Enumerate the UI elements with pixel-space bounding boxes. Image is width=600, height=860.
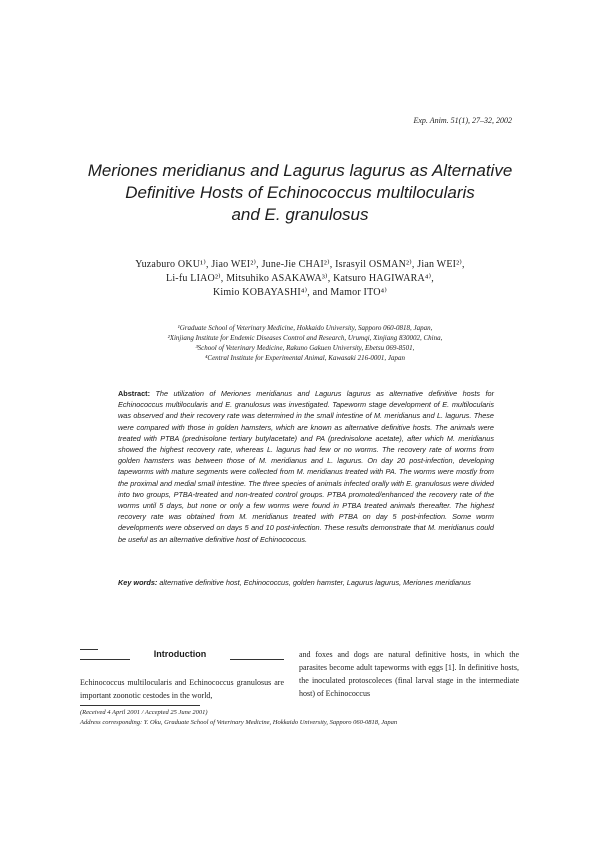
title-line: Meriones meridianus and Lagurus lagurus as Alternative: [87, 161, 513, 180]
keywords-label: Key words:: [118, 578, 158, 587]
footnote-rule: [80, 705, 200, 706]
introduction-heading: Introduction: [153, 649, 207, 659]
affiliation-line: ³School of Veterinary Medicine, Rakuno Gakuen University, Ebetsu 069-8501,: [195, 344, 415, 352]
affiliation-line: ¹Graduate School of Veterinary Medicine, Hokkaido University, Sapporo 060-0818, Japan,: [177, 324, 433, 332]
correspondence-address: Address corresponding: Y. Oku, Graduate School of Veterinary Medicine, Hokkaido University, Sapporo 060-0818, Japan: [80, 719, 398, 726]
intro-left-column: [80, 676, 284, 702]
intro-right-text: and foxes and dogs are natural definitive hosts, in which the parasites become adult tapeworms with eggs [1]. In definitive hosts, the inoculated protoscoleces (final larval stage in the intermediate host) of Echinococcus: [299, 650, 519, 698]
received-date: (Received 4 April 2001 / Accepted 25 June 2001): [80, 709, 208, 716]
author-line: Yuzaburo OKU¹⁾, Jiao WEI²⁾, June-Jie CHAI²⁾, Israsyil OSMAN²⁾, Jian WEI²⁾,: [135, 259, 465, 270]
affiliation-block: [120, 323, 490, 363]
author-line: Li-fu LIAO²⁾, Mitsuhiko ASAKAWA³⁾, Katsuro HAGIWARA⁴⁾,: [166, 273, 434, 284]
journal-reference: Exp. Anim. 51(1), 27–32, 2002: [413, 116, 512, 125]
keywords-text: alternative definitive host, Echinococcus, golden hamster, Lagurus lagurus, Meriones meridianus: [159, 578, 471, 587]
section-rule: [80, 649, 98, 650]
title-line: and E. granulosus: [231, 205, 369, 224]
section-rule: [230, 659, 284, 660]
intro-right-column: [299, 648, 519, 700]
abstract-label: Abstract:: [118, 389, 151, 398]
abstract-text: The utilization of Meriones meridianus and Lagurus lagurus as alternative definitive hosts for Echinococcus multilocularis and E. granulosus was investigated. Tapeworm stage development of E. multilocularis was observed and their recovery rate was determined in the small intestine of M. meridianus and L. lagurus. These were compared with those in golden hamsters, which are known as alternative definitive hosts. The animals were treated with PTBA (prednisolone tertiary butylacetate) and PA (prednisolone acetate), after which M. meridianus showed the highest recovery rate, whereas L. lagurus had few or no worms. The recovery rate of worms from golden hamsters was between those of M. meridianus and L. lagurus. On day 20 post-infection, developing tapeworms with mature segments were collected from M. meridianus treated with PA. The worms were mostly from the proximal and medial small intestine. The three species of animals infected orally with E. granulosus were divided into two groups, PTBA-treated and non-treated control groups. PTBA promoted/enhanced the recovery rate of the worms until 5 days, but none or only a few worms were found in PTBA treated animals thereafter. The highest recovery rate was obtained from M. meridianus treated with PTBA on day 5 post-infection. Some worm developments were observed on days 5 and 10 post-infection. These results demonstrate that M. meridianus could be useful as an alternative definitive host of Echinococcus.: [118, 389, 494, 544]
title-line: Definitive Hosts of Echinococcus multilocularis: [125, 183, 475, 202]
affiliation-line: ²Xinjiang Institute for Endemic Diseases Control and Research, Urumqi, Xinjiang 830002, China,: [167, 334, 443, 342]
author-list: [70, 258, 530, 300]
affiliation-line: ⁴Central Institute for Experimental Animal, Kawasaki 216-0001, Japan: [204, 354, 406, 362]
section-rule: [80, 659, 130, 660]
abstract: [118, 388, 494, 545]
paper-title: [70, 160, 530, 226]
keywords: [118, 577, 494, 588]
author-line: Kimio KOBAYASHI⁴⁾, and Mamor ITO⁴⁾: [213, 287, 387, 298]
intro-left-text: Echinococcus multilocularis and Echinococcus granulosus are important zoonotic cestodes in the world,: [80, 678, 284, 700]
